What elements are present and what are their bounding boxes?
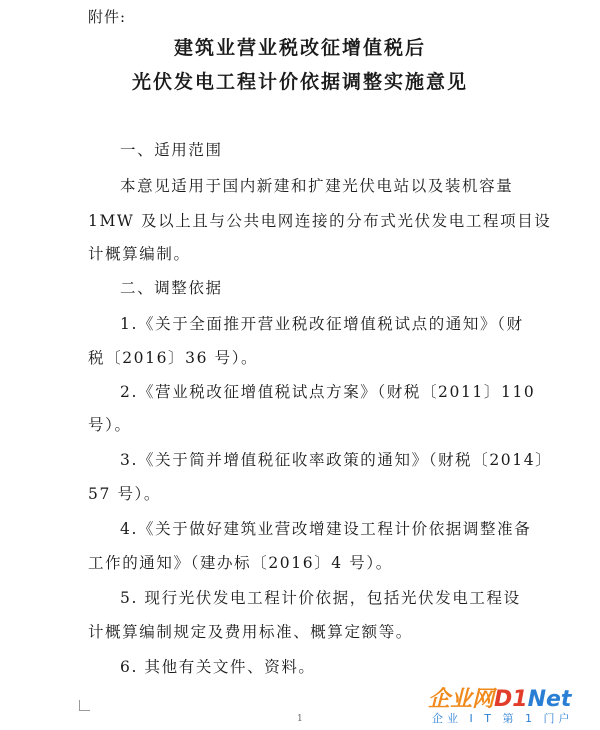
watermark-brand-net: Net — [527, 687, 572, 712]
basis-item-1-line1: 1.《关于全面推开营业税改征增值税试点的通知》（财 — [120, 315, 524, 333]
basis-item-3-line2: 57 号）。 — [88, 485, 162, 503]
watermark-brand-cn: 企业网 — [428, 687, 495, 712]
document-title-line1: 建筑业营业税改征增值税后 — [173, 37, 426, 59]
document-title-line2: 光伏发电工程计价依据调整实施意见 — [131, 71, 468, 93]
basis-item-3-line1: 3.《关于简并增值税征收率政策的通知》（财税〔2014〕 — [120, 451, 553, 469]
watermark-brand — [428, 682, 571, 713]
basis-item-5-line2: 计概算编制规定及费用标准、概算定额等。 — [88, 623, 413, 641]
watermark-slogan: 企业 I T 第 1 门户 — [432, 712, 574, 725]
section1-line: 本意见适用于国内新建和扩建光伏电站以及装机容量 — [120, 177, 514, 195]
page-number: 1 — [297, 714, 303, 724]
watermark-brand-d1: D1 — [494, 687, 528, 712]
site-watermark-logo — [428, 682, 598, 728]
section2-heading: 二、调整依据 — [120, 279, 223, 297]
page-corner-mark — [79, 700, 90, 711]
section1-line: 计概算编制。 — [88, 245, 191, 263]
basis-item-2-line1: 2.《营业税改征增值税试点方案》（财税〔2011〕110 — [120, 383, 536, 401]
basis-item-6-line1: 6. 其他有关文件、资料。 — [120, 658, 316, 676]
basis-item-4-line2: 工作的通知》（建办标〔2016〕4 号）。 — [88, 554, 393, 572]
basis-item-2-line2: 号）。 — [88, 416, 132, 434]
basis-item-1-line2: 税〔2016〕36 号）。 — [88, 349, 259, 367]
basis-item-4-line1: 4.《关于做好建筑业营改增建设工程计价依据调整准备 — [120, 520, 532, 538]
section1-heading: 一、适用范围 — [120, 141, 223, 159]
basis-item-5-line1: 5. 现行光伏发电工程计价依据，包括光伏发电工程设 — [120, 589, 521, 607]
attachment-label: 附件: — [88, 8, 127, 26]
section1-line: 1MW 及以上且与公共电网连接的分布式光伏发电工程项目设 — [88, 212, 552, 230]
